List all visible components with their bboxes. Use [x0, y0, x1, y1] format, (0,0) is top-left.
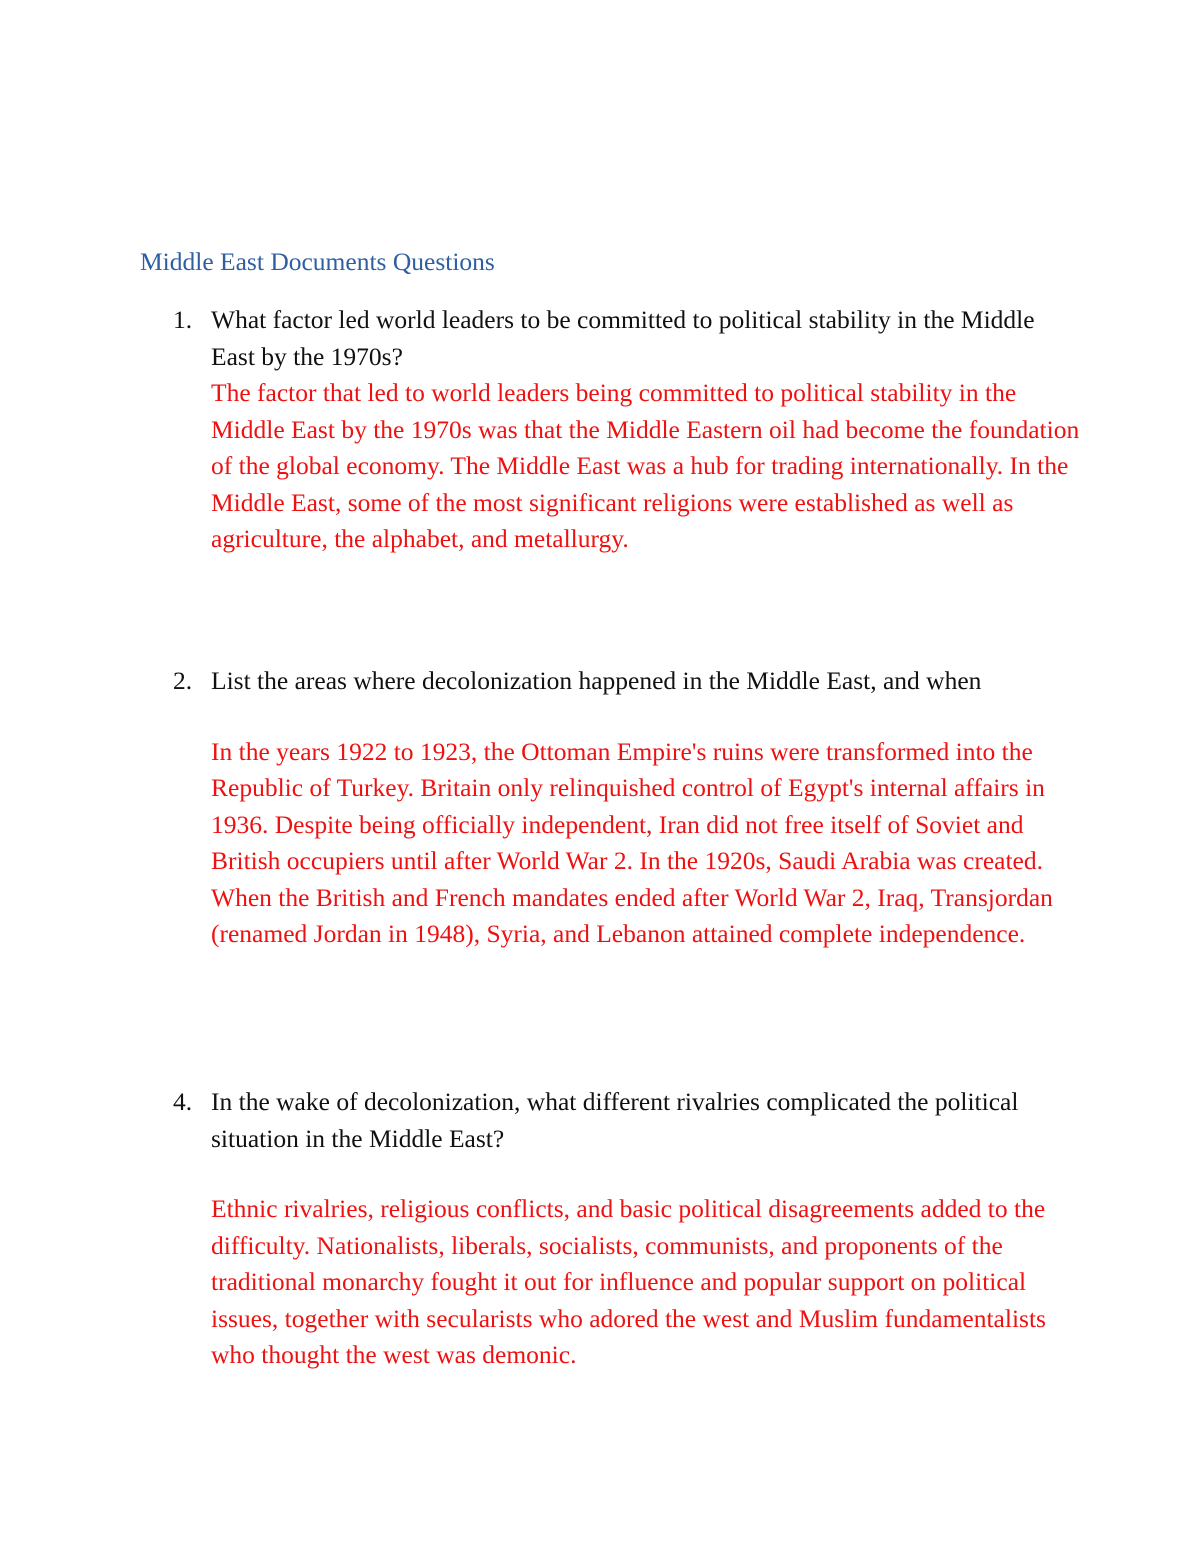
- question-item-2: [173, 663, 1081, 953]
- answer-text: In the years 1922 to 1923, the Ottoman Empire's ruins were transformed into the Republic of Turkey. Britain only relinquished control of Egypt's internal affairs in 1936. Despite being officially independent, Iran did not free itself of Soviet and British occupiers until after World War 2. In the 1920s, Saudi Arabia was created. When the British and French mandates ended after World War 2, Iraq, Transjordan (renamed Jordan in 1948), Syria, and Lebanon attained complete independence.: [211, 736, 1053, 948]
- answer-text: Ethnic rivalries, religious conflicts, and basic political disagreements added to the difficulty. Nationalists, liberals, socialists, communists, and proponents of the traditional monarchy fought it out for influence and popular support on political issues, together with secularists who adored the west and Muslim fundamentalists who thought the west was demonic.: [211, 1194, 1046, 1369]
- question-text: What factor led world leaders to be committed to political stability in the Middle East by the 1970s?: [211, 305, 1035, 371]
- question-item-1: [173, 302, 1081, 558]
- question-text: List the areas where decolonization happened in the Middle East, and when: [211, 666, 982, 695]
- document-title: Middle East Documents Questions: [140, 247, 495, 276]
- question-text: In the wake of decolonization, what different rivalries complicated the political situation in the Middle East?: [211, 1087, 1019, 1153]
- question-item-4: [173, 1084, 1081, 1374]
- question-number: 1.: [173, 305, 193, 334]
- question-number: 2.: [173, 666, 193, 695]
- question-number: 4.: [173, 1087, 193, 1116]
- answer-text: The factor that led to world leaders being committed to political stability in the Middle East by the 1970s was that the Middle Eastern oil had become the foundation of the global economy. The Middle East was a hub for trading internationally. In the Middle East, some of the most significant religions were established as well as agriculture, the alphabet, and metallurgy.: [211, 378, 1080, 553]
